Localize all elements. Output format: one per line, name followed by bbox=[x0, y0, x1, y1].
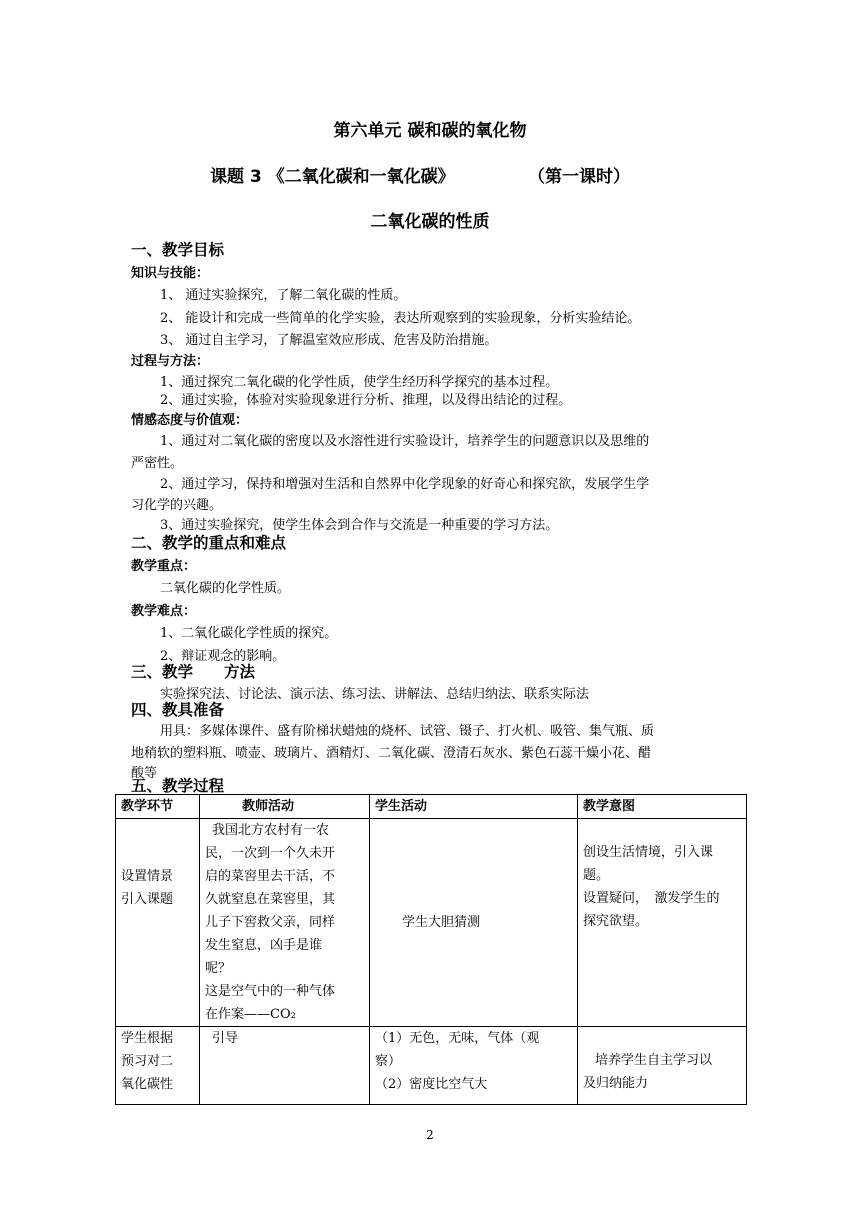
materials-line: 酸等 bbox=[131, 766, 158, 781]
cell-line: 我国北方农村有一农 bbox=[212, 823, 330, 838]
cell-line: 启的菜窖里去干活，不 bbox=[205, 869, 336, 884]
teacher-cell bbox=[200, 819, 370, 1027]
lesson-title-period: （第一课时） bbox=[528, 167, 630, 187]
cell-line: 儿子下窖救父亲，同样 bbox=[205, 915, 336, 930]
cell-line: 在作案——CO₂ bbox=[205, 1007, 296, 1022]
table-header-row bbox=[116, 795, 747, 819]
cell-line: 这是空气中的一种气体 bbox=[205, 984, 336, 999]
student-cell bbox=[370, 1027, 578, 1105]
process-heading: 过程与方法： bbox=[131, 354, 210, 369]
teaching-process-table bbox=[115, 794, 747, 1105]
topic-title: 二氧化碳的性质 bbox=[370, 212, 490, 232]
column-header: 教学意图 bbox=[578, 795, 747, 819]
cell-line: （1）无色，无味，气体（观 bbox=[375, 1031, 540, 1046]
knowledge-heading: 知识与技能： bbox=[131, 266, 210, 281]
key-point: 二氧化碳的化学性质。 bbox=[160, 581, 291, 596]
process-item: 1、通过探究二氧化碳的化学性质，使学生经历科学探究的基本过程。 bbox=[160, 375, 559, 390]
cell-line: 发生窒息，凶手是谁 bbox=[205, 938, 323, 953]
emotion-item: 2、通过学习，保持和增强对生活和自然界中化学现象的好奇心和探究欲，发展学生学 bbox=[160, 477, 650, 492]
cell-line: 预习对二 bbox=[121, 1054, 174, 1069]
teacher-cell bbox=[200, 1027, 370, 1105]
stage-cell bbox=[116, 1027, 200, 1105]
cell-line: 氧化碳性 bbox=[121, 1077, 174, 1092]
cell-line: 学生大胆猜测 bbox=[402, 915, 481, 930]
cell-line: 引导 bbox=[212, 1031, 239, 1046]
emotion-item: 习化学的兴趣。 bbox=[131, 498, 223, 513]
section-2-heading: 二、教学的重点和难点 bbox=[131, 534, 287, 552]
knowledge-item: 1、 通过实验探究，了解二氧化碳的性质。 bbox=[160, 288, 407, 303]
cell-line: 题。 bbox=[583, 868, 610, 883]
difficulty-item: 2、辩证观念的影响。 bbox=[160, 649, 286, 664]
methods-text: 实验探究法、讨论法、演示法、练习法、讲解法、总结归纳法、联系实际法 bbox=[160, 687, 590, 702]
lesson-title-main: 课题 3 《二氧化碳和一氧化碳》 bbox=[210, 167, 455, 187]
knowledge-item: 2、 能设计和完成一些简单的化学实验，表达所观察到的实验现象，分析实验结论。 bbox=[160, 311, 641, 326]
column-header: 学生活动 bbox=[370, 795, 578, 819]
intent-cell bbox=[578, 1027, 747, 1105]
table-row bbox=[116, 819, 747, 1027]
process-item: 2、通过实验，体验对实验现象进行分析、推理，以及得出结论的过程。 bbox=[160, 393, 572, 408]
cell-line: 学生根据 bbox=[121, 1031, 174, 1046]
difficulty-heading: 教学难点： bbox=[131, 604, 197, 619]
student-cell bbox=[370, 819, 578, 1027]
cell-line: 引入课题 bbox=[121, 892, 174, 907]
cell-line: 创设生活情境，引入课 bbox=[583, 845, 714, 860]
cell-line: 察） bbox=[375, 1054, 402, 1069]
emotion-item: 严密性。 bbox=[131, 456, 184, 471]
key-points-heading: 教学重点： bbox=[131, 559, 197, 574]
section-5-heading: 五、教学过程 bbox=[131, 777, 225, 795]
cell-line: 探究欲望。 bbox=[583, 914, 649, 929]
intent-cell bbox=[578, 819, 747, 1027]
difficulty-item: 1、二氧化碳化学性质的探究。 bbox=[160, 626, 338, 641]
cell-line: 民，一次到一个久未开 bbox=[205, 846, 336, 861]
column-header: 教师活动 bbox=[200, 795, 370, 819]
materials-line: 用具：多媒体课件、盛有阶梯状蜡烛的烧杯、试管、镊子、打火机、吸管、集气瓶、质 bbox=[160, 724, 655, 739]
cell-line: （2）密度比空气大 bbox=[375, 1077, 488, 1092]
cell-line: 及归纳能力 bbox=[583, 1076, 649, 1091]
unit-title: 第六单元 碳和碳的氧化物 bbox=[333, 121, 527, 141]
section-3-heading: 三、教学 方法 bbox=[131, 663, 256, 681]
cell-line: 培养学生自主学习以 bbox=[595, 1053, 713, 1068]
materials-line: 地稍软的塑料瓶、喷壶、玻璃片、酒精灯、二氧化碳、澄清石灰水、紫色石蕊干燥小花、醋 bbox=[131, 746, 652, 761]
cell-line: 设置疑问， 激发学生的 bbox=[583, 891, 720, 906]
emotion-heading: 情感态度与价值观： bbox=[131, 413, 249, 428]
emotion-item: 1、通过对二氧化碳的密度以及水溶性进行实验设计，培养学生的问题意识以及思维的 bbox=[160, 434, 650, 449]
cell-line: 设置情景 bbox=[121, 869, 174, 884]
section-4-heading: 四、教具准备 bbox=[131, 701, 225, 719]
knowledge-item: 3、 通过自主学习，了解温室效应形成、危害及防治措施。 bbox=[160, 333, 498, 348]
table-row bbox=[116, 1027, 747, 1105]
section-1-heading: 一、教学目标 bbox=[131, 241, 225, 259]
cell-line: 呢？ bbox=[205, 961, 232, 976]
lesson-title bbox=[210, 162, 650, 187]
page-number: 2 bbox=[426, 1128, 434, 1142]
stage-cell bbox=[116, 819, 200, 1027]
cell-line: 久就窒息在菜窖里，其 bbox=[205, 892, 336, 907]
column-header: 教学环节 bbox=[116, 795, 200, 819]
emotion-item: 3、通过实验探究，使学生体会到合作与交流是一种重要的学习方法。 bbox=[160, 518, 559, 533]
